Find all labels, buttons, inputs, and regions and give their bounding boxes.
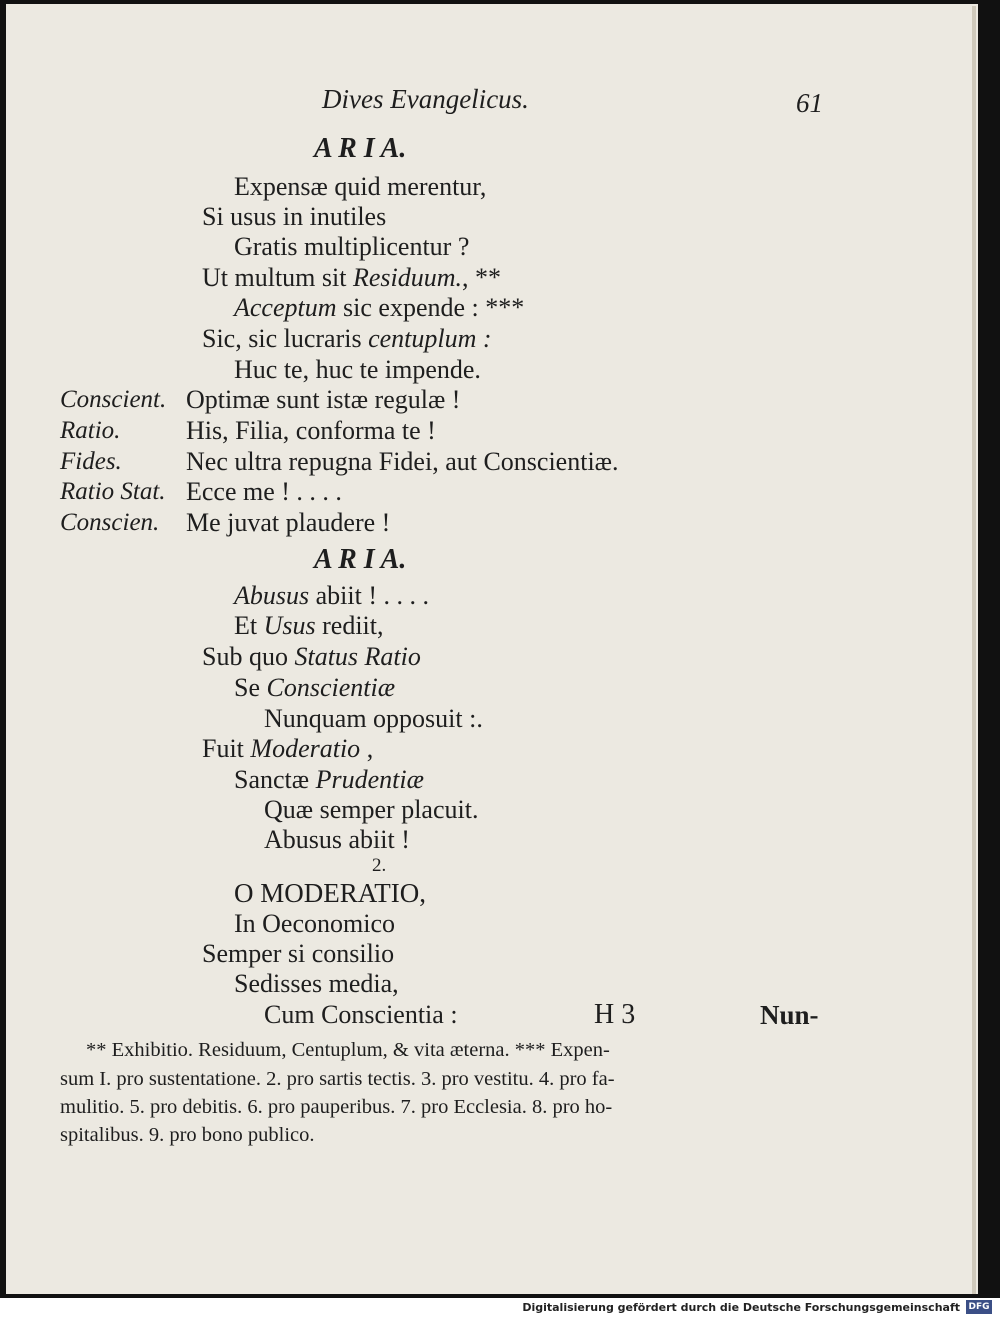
verse-line: Abusus abiit ! . . . . bbox=[234, 581, 429, 610]
verse-line: Cum Conscientia : bbox=[264, 1000, 458, 1029]
speaker-label: Ratio Stat. bbox=[60, 478, 166, 505]
dialogue-line: Me juvat plaudere ! bbox=[186, 508, 391, 537]
verse-line: Nunquam opposuit :. bbox=[264, 704, 483, 733]
speaker-label: Conscient. bbox=[60, 386, 167, 413]
verse-line: O MODERATIO, bbox=[234, 878, 426, 908]
verse-line: Ut multum sit Residuum., ** bbox=[202, 263, 502, 292]
verse-line: Acceptum sic expende : *** bbox=[234, 293, 525, 322]
aria-heading: A R I A. bbox=[314, 544, 407, 575]
verse-line: Huc te, huc te impende. bbox=[234, 355, 481, 384]
dfg-logo-icon: DFG bbox=[966, 1300, 992, 1314]
verse-line: Sic, sic lucraris centuplum : bbox=[202, 324, 492, 353]
verse-line: Fuit Moderatio , bbox=[202, 734, 374, 763]
verse-line: Semper si consilio bbox=[202, 939, 395, 968]
footnote-line: mulitio. 5. pro debitis. 6. pro pauperibus. 7. pro Ecclesia. 8. pro ho- bbox=[60, 1096, 613, 1118]
dialogue-line: Nec ultra repugna Fidei, aut Conscientiæ. bbox=[186, 447, 619, 476]
verse-line: Gratis multiplicentur ? bbox=[234, 232, 470, 261]
catchword: Nun- bbox=[760, 1000, 819, 1030]
footnote-line: spitalibus. 9. pro bono publico. bbox=[60, 1124, 315, 1146]
speaker-label: Ratio. bbox=[60, 417, 121, 444]
stanza-number: 2. bbox=[372, 855, 387, 876]
dialogue-line: Optimæ sunt istæ regulæ ! bbox=[186, 385, 461, 414]
running-title: Dives Evangelicus. bbox=[322, 84, 529, 114]
verse-line: Quæ semper placuit. bbox=[264, 795, 479, 824]
page-number: 61 bbox=[796, 88, 823, 118]
footnote-line: ** Exhibitio. Residuum, Centuplum, & vita æterna. *** Expen- bbox=[86, 1039, 610, 1061]
dialogue-line: Ecce me ! . . . . bbox=[186, 477, 342, 506]
verse-line: Expensæ quid merentur, bbox=[234, 172, 487, 201]
verse-line: Sub quo Status Ratio bbox=[202, 642, 421, 671]
verse-line: Et Usus rediit, bbox=[234, 611, 384, 640]
funding-credit: Digitalisierung gefördert durch die Deutsche Forschungsgemeinschaft bbox=[522, 1301, 960, 1314]
verse-line: In Oeconomico bbox=[234, 909, 396, 938]
page-edge bbox=[972, 6, 976, 1294]
verse-line: Si usus in inutiles bbox=[202, 202, 387, 231]
dialogue-line: His, Filia, conforma te ! bbox=[186, 416, 436, 445]
aria-heading: A R I A. bbox=[314, 133, 407, 164]
verse-line: Sanctæ Prudentiæ bbox=[234, 765, 424, 794]
verse-line: Abusus abiit ! bbox=[264, 825, 410, 854]
signature-mark: H 3 bbox=[594, 999, 636, 1030]
speaker-label: Conscien. bbox=[60, 509, 160, 536]
footnote-line: sum I. pro sustentatione. 2. pro sartis tectis. 3. pro vestitu. 4. pro fa- bbox=[60, 1068, 615, 1090]
verse-line: Sedisses media, bbox=[234, 969, 399, 998]
verse-line: Se Conscientiæ bbox=[234, 673, 396, 702]
footer-bar bbox=[0, 1298, 1000, 1319]
speaker-label: Fides. bbox=[60, 448, 122, 475]
